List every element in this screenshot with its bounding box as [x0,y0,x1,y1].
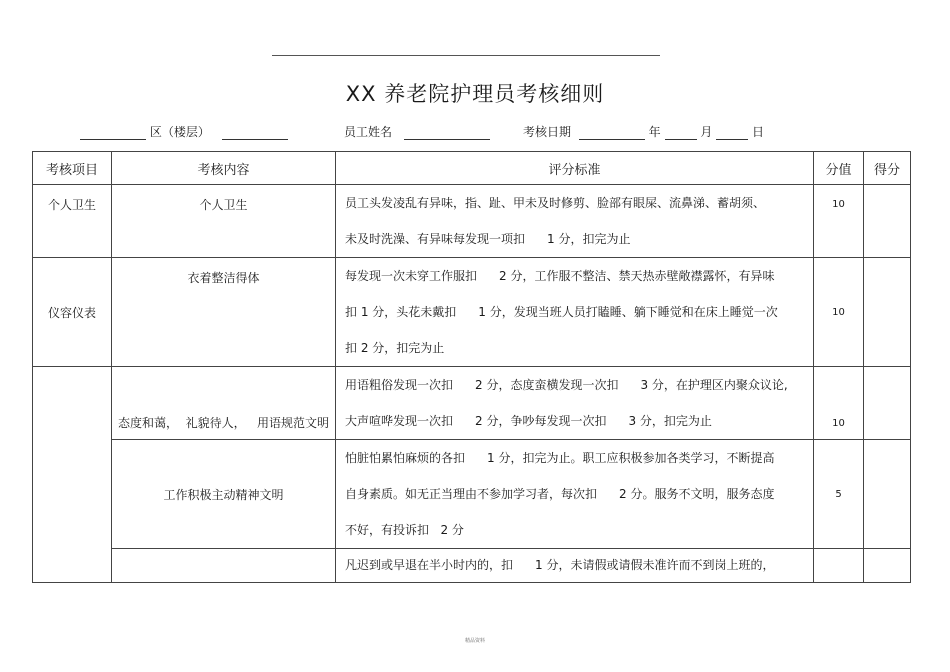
item-cell [33,367,112,583]
page-title: XX 养老院护理员考核细则 [345,82,605,106]
day-blank[interactable] [716,127,748,140]
standard-text: 用语粗俗发现一次扣 [345,378,454,392]
points-cell: 10 [814,367,864,440]
month-label: 月 [700,125,713,139]
standard-line [345,221,813,257]
table-header-row [33,152,911,185]
standard-text: 怕脏怕累怕麻烦的各扣 [345,451,466,465]
standard-cell [336,367,814,440]
points-cell [814,549,864,583]
area-field [80,123,288,140]
score-cell[interactable] [864,258,911,367]
year-blank[interactable] [579,127,645,140]
standard-line [345,403,813,439]
col-header-standard: 评分标准 [336,152,814,185]
standard-text: 大声喧哗发现一次扣 [345,414,454,428]
score-cell[interactable] [864,549,911,583]
table-row [33,549,911,583]
table-row [33,258,911,367]
content-cell [112,549,336,583]
standard-text: 3 分，扣完为止 [628,414,712,428]
points-cell: 10 [814,258,864,367]
table-row [33,367,911,440]
points-cell: 5 [814,440,864,549]
table-row [33,440,911,549]
standard-text: 自身素质。如无正当理由不参加学习者，每次扣 [345,487,598,501]
standard-line [345,549,813,582]
standard-text: 2 分。服务不文明，服务态度 [619,487,775,501]
floor-blank[interactable] [222,127,288,140]
standard-text: 2 分，争吵每发现一次扣 [475,414,607,428]
points-cell: 10 [814,185,864,258]
standard-text: 未及时洗澡、有异味每发现一项扣 [345,232,526,246]
standard-text: 扣 1 分，头花未戴扣 [345,305,457,319]
score-cell[interactable] [864,440,911,549]
assessment-table [32,151,911,583]
col-header-content: 考核内容 [112,152,336,185]
name-blank[interactable] [404,127,490,140]
col-header-score: 得分 [864,152,911,185]
score-cell[interactable] [864,185,911,258]
content-cell: 态度和蔼， 礼貌待人， 用语规范文明 [112,367,336,440]
year-label: 年 [648,125,661,139]
day-label: 日 [752,125,765,139]
standard-text: 3 分，在护理区内聚众议论, [640,378,788,392]
item-cell: 个人卫生 [33,185,112,258]
standard-text: 1 分，未请假或请假未准许而不到岗上班的， [535,558,775,572]
month-blank[interactable] [665,127,697,140]
standard-line: 扣 2 分，扣完为止 [345,341,445,355]
area-blank[interactable] [80,127,146,140]
page-footer: 精品资料 [464,638,485,644]
standard-line: 不好，有投诉扣 2 分 [345,523,464,537]
standard-cell [336,258,814,367]
score-cell[interactable] [864,367,911,440]
standard-text: 每发现一次未穿工作服扣 [345,269,478,283]
standard-cell [336,440,814,549]
standard-text: 1 分，扣完为止 [547,232,631,246]
item-cell: 仪容仪表 [33,258,112,367]
col-header-item: 考核项目 [33,152,112,185]
content-cell: 工作积极主动精神文明 [112,440,336,549]
name-label: 员工姓名 [344,125,393,139]
date-field [523,123,764,140]
standard-text: 2 分，态度蛮横发现一次扣 [475,378,619,392]
standard-line [345,367,813,403]
area-label: 区（楼层） [149,125,210,139]
col-header-points: 分值 [814,152,864,185]
standard-text: 凡迟到或早退在半小时内的，扣 [345,558,514,572]
content-cell: 衣着整洁得体 [112,258,336,367]
name-field [344,123,490,140]
standard-text: 1 分，扣完为止。职工应积极参加各类学习，不断提高 [487,451,775,465]
top-rule [272,55,660,56]
standard-line [345,258,813,294]
standard-line [345,476,813,512]
standard-line [345,440,813,476]
content-cell: 个人卫生 [112,185,336,258]
standard-line: 员工头发凌乱有异味，指、趾、甲未及时修剪、脸部有眼屎、流鼻涕、蓄胡须、 [345,196,766,210]
standard-text: 2 分，工作服不整洁、禁天热赤壁敞襟露怀，有异味 [499,269,775,283]
standard-cell [336,185,814,258]
table-row [33,185,911,258]
standard-line [345,294,813,330]
date-label: 考核日期 [523,125,572,139]
standard-cell [336,549,814,583]
standard-text: 1 分，发现当班人员打瞌睡、躺下睡觉和在床上睡觉一次 [478,305,778,319]
